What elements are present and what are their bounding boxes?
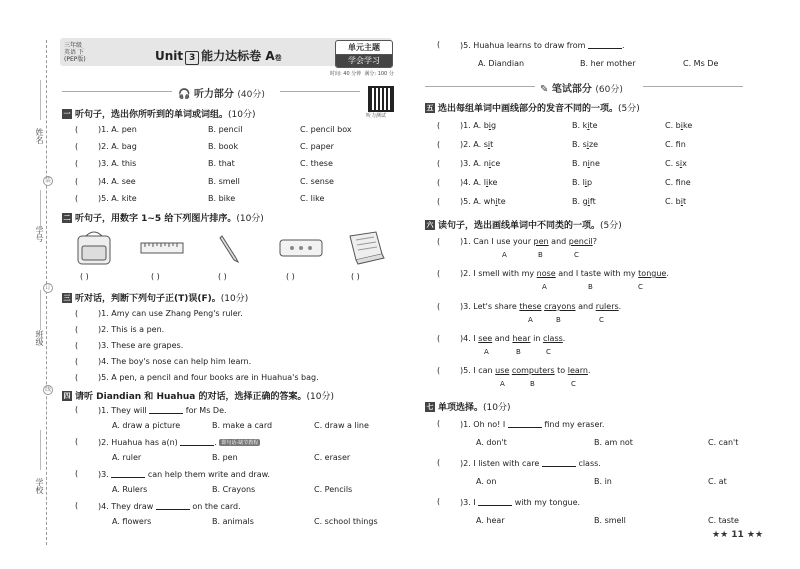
headphones-icon: 🎧 xyxy=(178,89,191,100)
school-label: 学校 xyxy=(35,478,44,494)
question: )3. These are grapes. xyxy=(98,341,184,350)
option-c[interactable]: C. six xyxy=(665,159,687,168)
writing-part-title: ✎ 笔试部分 (60分) xyxy=(540,84,623,95)
option-c[interactable]: C. taste xyxy=(708,516,739,525)
bag-picture xyxy=(74,230,114,266)
option-b[interactable]: B. book xyxy=(208,142,239,151)
listening-part-title: 🎧 听力部分 (40分) xyxy=(178,89,265,100)
time-score-info: 时间: 40 分钟 满分: 100 分 xyxy=(330,71,394,77)
question: )3. A. nice xyxy=(460,159,501,168)
option-b[interactable]: B. nine xyxy=(572,159,600,168)
question: )3. I with my tongue. xyxy=(460,498,581,507)
option-b[interactable]: B. pencil xyxy=(208,125,243,134)
answer-paren[interactable]: ( ) xyxy=(351,272,360,281)
question: )1. Oh no! I find my eraser. xyxy=(460,420,605,429)
answer-blank[interactable] xyxy=(149,405,183,414)
option-b[interactable]: B. kite xyxy=(572,121,598,130)
divider xyxy=(425,86,535,87)
answer-blank[interactable] xyxy=(588,40,622,49)
label-a[interactable]: A xyxy=(484,348,489,356)
option-c[interactable]: C. can't xyxy=(708,438,739,447)
label-c[interactable]: C xyxy=(638,283,643,291)
pencil-picture xyxy=(218,232,242,264)
question: )4. They draw on the card. xyxy=(98,502,241,511)
option-b[interactable]: B. smell xyxy=(594,516,626,525)
question: )1. A. big xyxy=(460,121,497,130)
tip-tag: 即句话-缺节教程 xyxy=(221,440,259,446)
section-1-title: 一 听句子，选出你所听到的单词或词组。(10分) xyxy=(63,110,256,120)
answer-paren[interactable]: ( ) xyxy=(218,272,227,281)
answer-blank[interactable] xyxy=(508,419,542,428)
divider xyxy=(62,91,172,92)
label-b[interactable]: B xyxy=(516,348,521,356)
pencil-icon: ✎ xyxy=(540,84,549,95)
option-a[interactable]: A. draw a picture xyxy=(112,421,181,430)
option-c[interactable]: C. bit xyxy=(665,197,687,206)
option-c[interactable]: C. Ms De xyxy=(683,59,719,68)
option-c[interactable]: C. like xyxy=(300,194,325,203)
pencil-box-picture xyxy=(278,236,324,260)
answer-paren[interactable]: ( ) xyxy=(286,272,295,281)
question: )2. I listen with care class. xyxy=(460,459,601,468)
option-b[interactable]: B. Crayons xyxy=(212,485,256,494)
label-a[interactable]: A xyxy=(528,316,533,324)
name-label: 姓名 xyxy=(35,128,44,144)
page-title: Unit 3 能力达标卷 A卷 xyxy=(155,49,282,63)
option-c[interactable]: C. school things xyxy=(314,517,378,526)
question: )5. A pen, a pencil and four books are in Huahua's bag. xyxy=(98,373,319,382)
question: )4. I see and hear in class. xyxy=(460,334,566,343)
divider xyxy=(643,86,743,87)
question: )2. This is a pen. xyxy=(98,325,165,334)
option-b[interactable]: B. her mother xyxy=(580,59,636,68)
label-b[interactable]: B xyxy=(538,251,543,259)
name-blank[interactable] xyxy=(40,80,41,120)
class-blank[interactable] xyxy=(40,290,41,330)
question: )5. A. white xyxy=(460,197,506,206)
option-b[interactable]: B. gift xyxy=(572,197,596,206)
option-c[interactable]: C. paper xyxy=(300,142,334,151)
label-a[interactable]: A xyxy=(500,380,505,388)
question: )2. A. sit xyxy=(460,140,494,149)
class-label: 班级 xyxy=(35,330,44,346)
option-c[interactable]: C. eraser xyxy=(314,453,351,462)
question: )3. can help them write and draw. xyxy=(98,470,270,479)
answer-blank[interactable] xyxy=(180,437,214,446)
option-a[interactable]: A. hear xyxy=(476,516,505,525)
question: )1. Amy can use Zhang Peng's ruler. xyxy=(98,309,243,318)
answer-paren[interactable]: ( ) xyxy=(80,272,89,281)
label-c[interactable]: C xyxy=(599,316,604,324)
option-b[interactable]: B. size xyxy=(572,140,599,149)
option-b[interactable]: B. pen xyxy=(212,453,238,462)
label-c[interactable]: C xyxy=(546,348,551,356)
section-5-title: 五 选出每组单词中画线部分的发音不同的一项。(5分) xyxy=(426,104,640,114)
section-2-title: 二 听句子，用数字 1~5 给下列图片排序。(10分) xyxy=(63,214,264,224)
section-6-title: 六 读句子，选出画线单词中不同类的一项。(5分) xyxy=(426,221,622,231)
option-c[interactable]: C. bike xyxy=(665,121,693,130)
option-b[interactable]: B. make a card xyxy=(212,421,273,430)
label-b[interactable]: B xyxy=(556,316,561,324)
option-c[interactable]: C. sense xyxy=(300,177,334,186)
answer-paren[interactable]: ( ) xyxy=(151,272,160,281)
option-c[interactable]: C. these xyxy=(300,159,333,168)
label-b[interactable]: B xyxy=(588,283,593,291)
question: )5. I can use computers to learn. xyxy=(460,366,591,375)
option-b[interactable]: B. bike xyxy=(208,194,236,203)
label-c[interactable]: C xyxy=(574,251,579,259)
option-b[interactable]: B. smell xyxy=(208,177,240,186)
answer-blank[interactable] xyxy=(156,501,190,510)
divider xyxy=(280,91,360,92)
option-a[interactable]: A. Rulers xyxy=(112,485,148,494)
question: )2. Huahua has a(n) . 即句话-缺节教程 xyxy=(98,438,259,447)
label-b[interactable]: B xyxy=(530,380,535,388)
option-a[interactable]: A. flowers xyxy=(112,517,152,526)
binding-mark: 装 xyxy=(44,177,51,184)
school-blank[interactable] xyxy=(40,430,41,470)
qr-label: 听力测试 xyxy=(366,113,387,119)
question: )4. The boy's nose can help him learn. xyxy=(98,357,252,366)
option-b[interactable]: B. lip xyxy=(572,178,593,187)
student-id-blank[interactable] xyxy=(40,190,41,230)
option-a[interactable]: A. don't xyxy=(476,438,507,447)
student-id-label: 学号 xyxy=(35,226,44,242)
question: )3. A. this xyxy=(98,159,137,168)
question: )3. Let's share these crayons and rulers. xyxy=(460,302,622,311)
option-b[interactable]: B. in xyxy=(594,477,612,486)
option-a[interactable]: A. Diandian xyxy=(478,59,525,68)
page-number: ★★ 11 ★★ xyxy=(712,530,764,540)
question: )1. A. pen xyxy=(98,125,137,134)
option-c[interactable]: C. fn xyxy=(665,140,686,149)
qr-code[interactable] xyxy=(368,86,394,112)
option-c[interactable]: C. draw a line xyxy=(314,421,369,430)
label-c[interactable]: C xyxy=(571,380,576,388)
question: )5. A. kite xyxy=(98,194,137,203)
option-b[interactable]: B. that xyxy=(208,159,235,168)
option-c[interactable]: C. Pencils xyxy=(314,485,353,494)
unit-theme-badge: 单元主题 学会学习 xyxy=(335,40,393,68)
section-4-title: 四 请听 Diandian 和 Huahua 的对话，选择正确的答案。(10分) xyxy=(63,392,334,402)
question: )2. A. bag xyxy=(98,142,137,151)
option-b[interactable]: B. am not xyxy=(594,438,633,447)
question: )2. I smell with my nose and I taste with my tongue. xyxy=(460,269,669,278)
option-c[interactable]: C. pencil box xyxy=(300,125,352,134)
book-picture xyxy=(346,230,386,266)
question: )4. A. like xyxy=(460,178,498,187)
question: )1. They will for Ms De. xyxy=(98,406,227,415)
label-a[interactable]: A xyxy=(542,283,547,291)
answer-blank[interactable] xyxy=(478,497,512,506)
question: )4. A. see xyxy=(98,177,136,186)
label-a[interactable]: A xyxy=(502,251,507,259)
section-7-title: 七 单项选择。(10分) xyxy=(426,403,511,413)
option-b[interactable]: B. animals xyxy=(212,517,254,526)
binding-mark: 线 xyxy=(44,386,51,393)
binding-strip xyxy=(0,0,56,569)
option-c[interactable]: C. fne xyxy=(665,178,691,187)
ruler-picture xyxy=(140,240,184,256)
option-a[interactable]: A. on xyxy=(476,477,497,486)
option-c[interactable]: C. at xyxy=(708,477,727,486)
section-3-title: 三 听对话，判断下列句子正(T)误(F)。(10分) xyxy=(63,294,249,304)
grade-info: 三年级 英语 下 (PEP版) xyxy=(64,42,86,63)
binding-mark: 订 xyxy=(44,284,51,291)
option-a[interactable]: A. ruler xyxy=(112,453,142,462)
answer-blank[interactable] xyxy=(542,458,576,467)
answer-blank[interactable] xyxy=(111,469,145,478)
question: )5. Huahua learns to draw from . xyxy=(460,41,625,50)
question: )1. Can I use your pen and pencil? xyxy=(460,237,597,246)
